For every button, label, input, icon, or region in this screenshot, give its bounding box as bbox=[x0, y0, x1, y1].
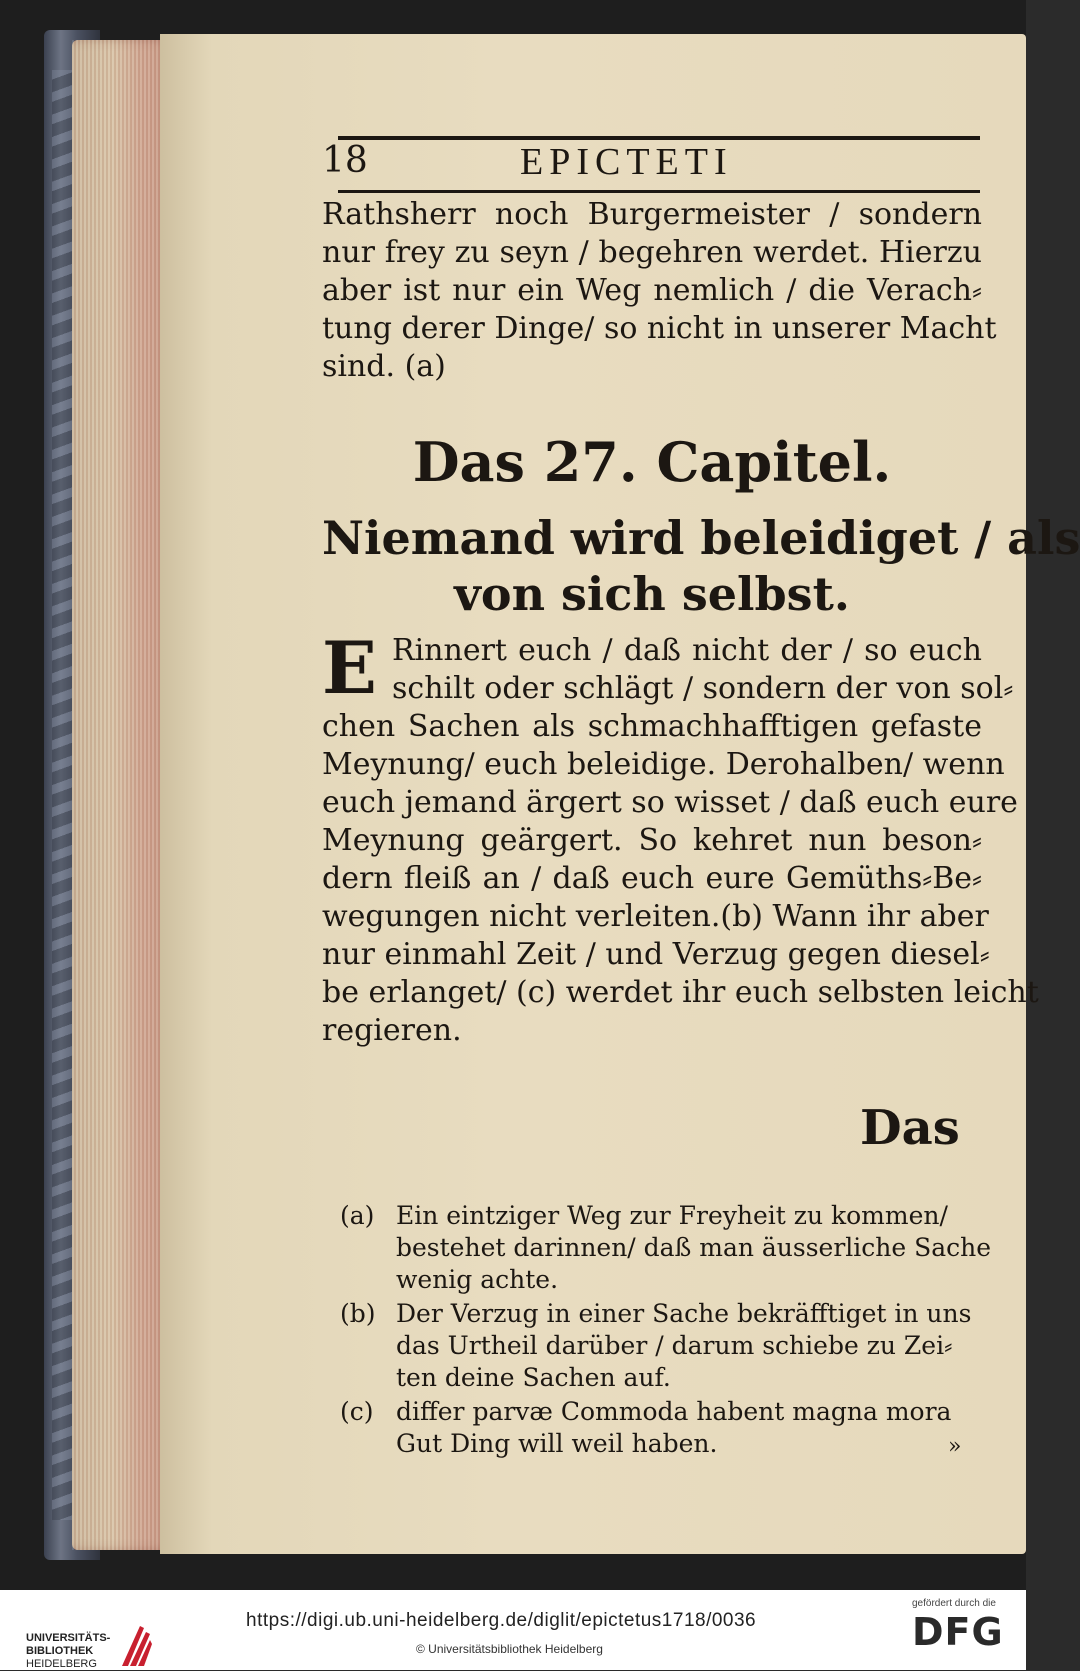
permalink-url[interactable]: https://digi.ub.uni-heidelberg.de/diglit/epictetus1718/0036 bbox=[246, 1610, 757, 1631]
page-edges bbox=[72, 40, 172, 1550]
chapter-subtitle-line: Niemand wird beleidiget / als bbox=[322, 511, 1080, 565]
copyright-notice: © Universitätsbibliothek Heidelberg bbox=[416, 1642, 603, 1656]
running-head: EPICTETI bbox=[520, 141, 733, 183]
text-line: dern fleiß an / daß euch eure Gemüths⸗Be⸗ bbox=[322, 861, 982, 896]
library-name-line: UNIVERSITÄTS- bbox=[26, 1632, 111, 1644]
chapter-title: Das 27. Capitel. bbox=[412, 430, 892, 494]
text-line: nur frey zu seyn / begehren werdet. Hierzu bbox=[322, 235, 982, 270]
library-name-line: BIBLIOTHEK bbox=[26, 1645, 94, 1657]
text-line: Meynung geärgert. So kehret nun beson⸗ bbox=[322, 823, 982, 858]
footnote-b bbox=[340, 1298, 980, 1394]
library-name-line: HEIDELBERG bbox=[26, 1658, 97, 1670]
header-underline bbox=[338, 190, 980, 193]
text-line: regieren. bbox=[322, 1013, 462, 1048]
text-line: aber ist nur ein Weg nemlich / die Verach⸗ bbox=[322, 273, 982, 308]
footnote-line: differ parvæ Commoda habent magna mora bbox=[396, 1397, 952, 1426]
footnote-line: wenig achte. bbox=[396, 1265, 559, 1294]
text-line: nur einmahl Zeit / und Verzug gegen diesel⸗ bbox=[322, 937, 990, 972]
body-paragraph-indented bbox=[392, 632, 1014, 708]
intro-paragraph bbox=[322, 196, 997, 386]
footnote-marker: (c) bbox=[340, 1397, 374, 1426]
footnote-line: ten deine Sachen auf. bbox=[396, 1363, 671, 1392]
text-line: schilt oder schlägt / sondern der von sol⸗ bbox=[392, 671, 1014, 706]
drop-cap: E bbox=[322, 625, 377, 710]
dfg-logo[interactable]: DFG bbox=[912, 1610, 1004, 1654]
text-line: sind. (a) bbox=[322, 349, 446, 384]
text-line: wegungen nicht verleiten.(b) Wann ihr aber bbox=[322, 899, 989, 934]
body-paragraph bbox=[322, 708, 1039, 1050]
footnote-a bbox=[340, 1200, 992, 1296]
chapter-subtitle bbox=[322, 510, 1080, 622]
text-line: euch jemand ärgert so wisset / daß euch eure bbox=[322, 785, 1018, 820]
text-line: Rathsherr noch Burgermeister / sondern bbox=[322, 197, 982, 232]
footnote-c bbox=[340, 1396, 980, 1460]
library-logo[interactable] bbox=[12, 1608, 152, 1670]
catchword: Das bbox=[860, 1100, 960, 1156]
text-line: be erlanget/ (c) werdet ihr euch selbsten leicht bbox=[322, 975, 1039, 1010]
footnote-line: Gut Ding will weil haben. bbox=[396, 1429, 718, 1458]
footnote-line: Der Verzug in einer Sache bekräfftiget in uns bbox=[396, 1299, 972, 1328]
funding-note: gefördert durch die bbox=[912, 1598, 996, 1609]
page-number: 18 bbox=[322, 140, 368, 181]
viewer-footer bbox=[0, 1590, 1026, 1670]
footnote-line: bestehet darinnen/ daß man äusserliche Sache bbox=[396, 1233, 992, 1262]
footnote-marker: (b) bbox=[340, 1299, 376, 1328]
text-line: Rinnert euch / daß nicht der / so euch bbox=[392, 633, 982, 668]
library-emblem-icon bbox=[118, 1622, 154, 1670]
text-line: Meynung/ euch beleidige. Derohalben/ wenn bbox=[322, 747, 1005, 782]
text-line: chen Sachen als schmachhafftigen gefaste bbox=[322, 709, 982, 744]
footnote-line: Ein eintziger Weg zur Freyheit zu kommen/ bbox=[396, 1201, 948, 1230]
footnote-marker: (a) bbox=[340, 1201, 375, 1230]
footnotes bbox=[340, 1200, 992, 1462]
trailing-mark: » bbox=[948, 1434, 962, 1459]
text-line: tung derer Dinge/ so nicht in unserer Macht bbox=[322, 311, 997, 346]
footnote-line: das Urtheil darüber / darum schiebe zu Zei⸗ bbox=[396, 1331, 953, 1360]
chapter-subtitle-line: von sich selbst. bbox=[454, 567, 850, 621]
